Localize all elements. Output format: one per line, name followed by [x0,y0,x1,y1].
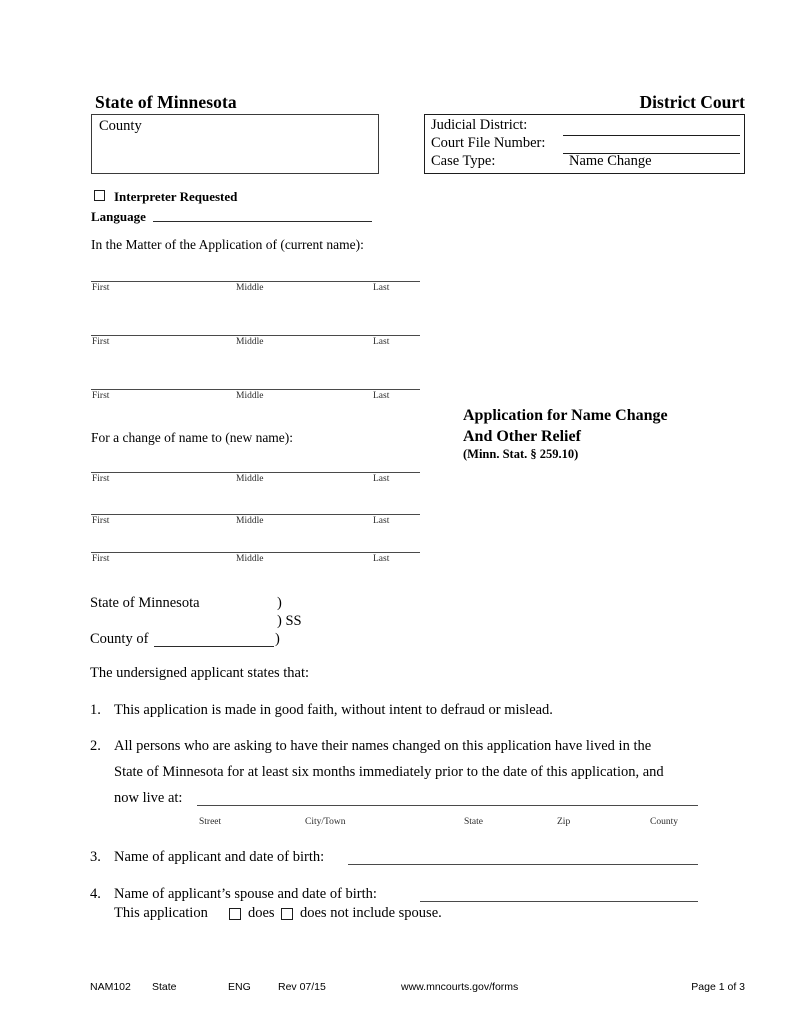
judicial-district-label: Judicial District: [431,117,528,133]
case-info-box [424,114,745,174]
county-box[interactable] [91,114,379,174]
venue-county-label: County of [90,631,149,647]
item-2-number: 2. [90,738,101,754]
current-name-col-last-3: Last [373,391,390,401]
interpreter-requested-label: Interpreter Requested [114,189,238,204]
interpreter-requested-checkbox[interactable] [94,190,105,201]
address-label-city: City/Town [305,817,346,827]
county-box-label: County [99,118,142,134]
spouse-does-label: does [248,905,275,921]
item-3-rule [348,864,698,865]
venue-paren-close: ) [275,631,280,647]
new-name-intro: For a change of name to (new name): [91,430,294,445]
current-name-rule-1 [91,281,420,282]
item-1-text: This application is made in good faith, without intent to defraud or mislead. [114,702,553,718]
address-label-zip: Zip [557,817,571,827]
new-name-col-first-2: First [92,516,110,526]
address-label-street: Street [199,817,222,827]
new-name-col-last-2: Last [373,516,390,526]
venue-state: State of Minnesota [90,595,200,611]
language-rule [153,221,372,222]
court-heading: District Court [639,92,745,112]
item-4-rule [420,901,698,902]
item-3-text: Name of applicant and date of birth: [114,849,325,865]
spouse-does-not-label: does not include spouse. [300,905,442,921]
item-4-text: Name of applicant’s spouse and date of birth: [114,886,377,902]
document-title-line1: Application for Name Change [463,407,668,424]
item-1-number: 1. [90,702,101,718]
current-name-col-first-2: First [92,337,110,347]
new-name-rule-2 [91,514,420,515]
language-label: Language [91,209,146,224]
footer-website: www.mncourts.gov/forms [401,981,519,993]
statement-intro: The undersigned applicant states that: [90,665,310,681]
current-name-col-first-1: First [92,283,110,293]
document-statute: (Minn. Stat. § 259.10) [463,447,579,461]
current-name-col-last-2: Last [373,337,390,347]
new-name-rule-3 [91,552,420,553]
new-name-col-last-3: Last [373,554,390,564]
new-name-col-middle-1: Middle [236,474,264,484]
footer-language-code: ENG [228,981,251,993]
new-name-col-middle-3: Middle [236,554,264,564]
footer-form-number: NAM102 [90,981,131,993]
new-name-col-last-1: Last [373,474,390,484]
item-2-line2: State of Minnesota for at least six months immediately prior to the date of this application, and [114,764,664,780]
new-name-col-first-1: First [92,474,110,484]
current-name-rule-3 [91,389,420,390]
court-file-number-label: Court File Number: [431,135,546,151]
footer-page-number: Page 1 of 3 [691,981,745,993]
item-3-number: 3. [90,849,101,865]
state-heading: State of Minnesota [95,92,237,112]
venue-paren-1: ) [277,595,282,611]
current-name-col-middle-2: Middle [236,337,264,347]
new-name-col-middle-2: Middle [236,516,264,526]
item-4-number: 4. [90,886,101,902]
venue-ss: ) SS [277,613,302,629]
footer-scope: State [152,981,177,993]
judicial-district-rule [563,135,740,136]
document-title-line2: And Other Relief [463,428,581,445]
current-name-rule-2 [91,335,420,336]
new-name-rule-1 [91,472,420,473]
spouse-does-not-checkbox[interactable] [281,908,293,920]
item-2-address-rule [197,805,698,806]
case-type-value: Name Change [569,153,652,169]
spouse-does-checkbox[interactable] [229,908,241,920]
current-name-intro: In the Matter of the Application of (current name): [91,237,364,252]
new-name-col-first-3: First [92,554,110,564]
address-label-county: County [650,817,678,827]
current-name-col-middle-1: Middle [236,283,264,293]
current-name-col-last-1: Last [373,283,390,293]
document-title [463,405,753,447]
item-4-spouse-prefix: This application [114,905,208,921]
item-2-line1: All persons who are asking to have their names changed on this application have lived in the [114,738,652,754]
case-type-label: Case Type: [431,153,496,169]
venue-county-rule [154,646,274,647]
current-name-col-first-3: First [92,391,110,401]
item-2-line3: now live at: [114,790,183,806]
footer-revision: Rev 07/15 [278,981,326,993]
current-name-col-middle-3: Middle [236,391,264,401]
address-label-state: State [464,817,483,827]
